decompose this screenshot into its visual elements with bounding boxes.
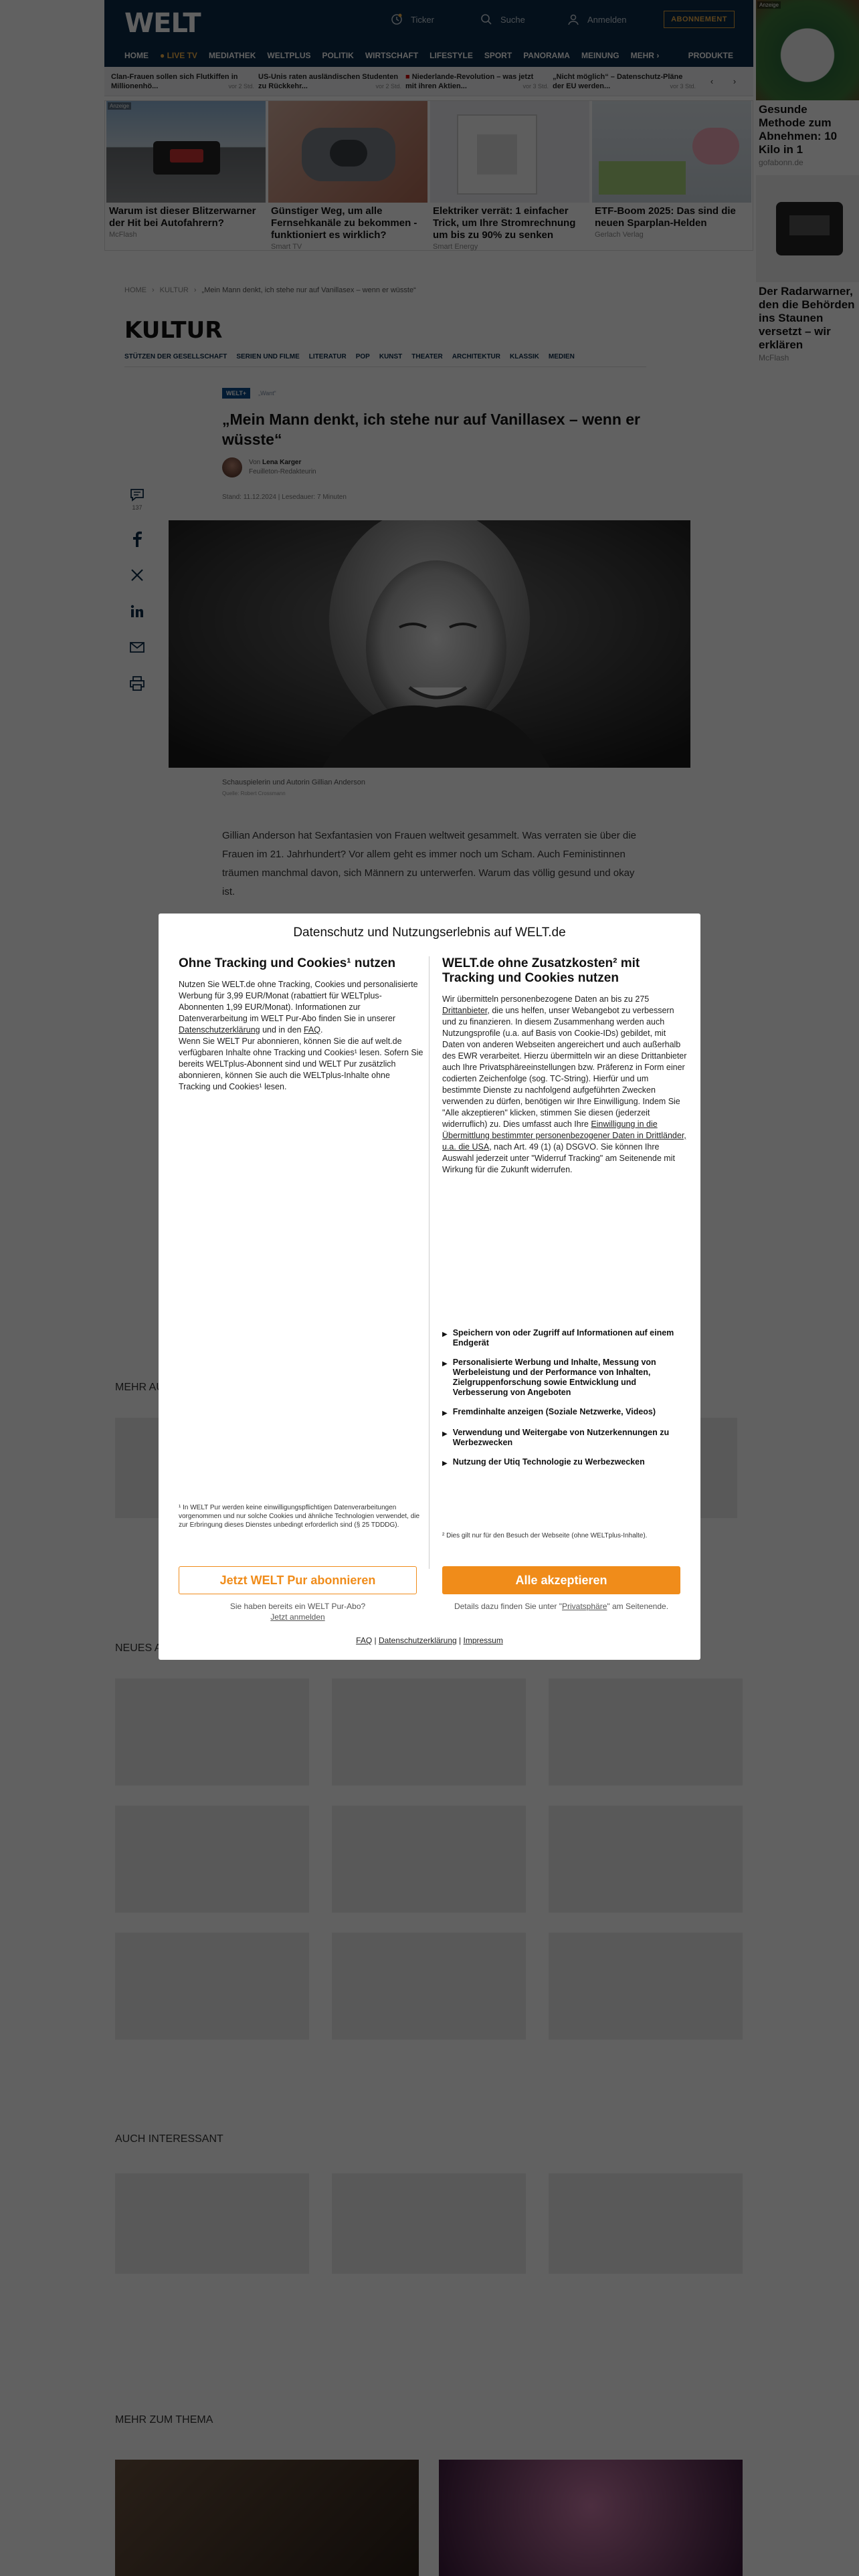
accept-all-button[interactable]: Alle akzeptieren (442, 1566, 680, 1594)
vendors-link[interactable]: Drittanbieter (442, 1006, 488, 1015)
faq-link[interactable]: FAQ (303, 1025, 320, 1035)
consent-left-column (179, 956, 423, 1093)
purpose-item[interactable] (442, 1457, 687, 1469)
right-text: , nach Art. 49 (1) (a) DSGVO. Sie können Ihre Auswahl jederzeit unter "Widerruf Tracking" am Seitenende mit Wirkung für die Zukunft widerrufen. (442, 1142, 675, 1174)
right-text: Wir übermitteln personenbezogene Daten an bis zu 275 (442, 994, 650, 1004)
existing-abo-text: Sie haben bereits ein WELT Pur-Abo? (229, 1602, 366, 1611)
right-text: , die uns helfen, unser Webangebot zu verbessern und zu finanzieren. In diesem Zusammenhang werden auch Nutzungsprofile (u.a. auf Basis von Cookie-IDs) gebildet, mit Daten von anderen Webseiten angereichert und auch außerhalb des EWR verarbeitet. Hierzu übermitteln wir an diese Drittanbieter auch Ihre Privatsphäreeinstellungen bzw. Präferenz in Form einer codierten Zeichenfolge (sog. TC-String). Hierfür und um bestimmte Dienste zu nachfolgend aufgeführten Zwecken verwenden zu dürfen, benötigen wir Ihre Einwilligung. Indem Sie "Alle akzeptieren" klicken, stimmen Sie diesen (jederzeit widerruflich) zu. Dies umfasst auch Ihre (442, 1006, 687, 1129)
caret-right-icon: ▶ (442, 1430, 448, 1438)
purpose-label: Personalisierte Werbung und Inhalte, Messung von Werbeleistung und der Performance von Inhalten, Zielgruppenforschung sowie Entwicklung und Verbesserung von Angeboten (452, 1358, 656, 1397)
purpose-label: Nutzung der Utiq Technologie zu Werbezwecken (452, 1457, 645, 1467)
third-country-link[interactable]: Einwilligung in die Übermittlung bestimmter personenbezogener Daten in Drittländer, u.a. die USA (442, 1119, 686, 1152)
subscribe-welt-pur-button[interactable]: Jetzt WELT Pur abonnieren (179, 1566, 417, 1594)
purpose-item[interactable] (442, 1328, 687, 1348)
caret-right-icon: ▶ (442, 1460, 448, 1467)
footer-privacy-link[interactable]: Datenschutzerklärung (378, 1636, 457, 1645)
right-heading: WELT.de ohne Zusatzkosten² mit Tracking und Cookies nutzen (442, 956, 640, 985)
left-footnote: ¹ In WELT Pur werden keine einwilligungspflichtigen Datenverarbeitungen vorgenommen und nur solche Cookies und ähnliche Technologien verwendet, die zur Erbringung dieses Dienstes unbedingt erforderlich sind (§ 25 TDDDG). (179, 1504, 420, 1529)
details-text: " am Seitenende. (607, 1602, 669, 1611)
caret-right-icon: ▶ (442, 1331, 448, 1338)
privacy-link[interactable]: Datenschutzerklärung (179, 1025, 260, 1035)
left-text: und in den (260, 1025, 304, 1035)
login-now-link[interactable]: Jetzt anmelden (270, 1612, 325, 1622)
purpose-label: Fremdinhalte anzeigen (Soziale Netzwerke, Videos) (452, 1407, 656, 1416)
left-paragraph: Nutzen Sie WELT.de ohne Tracking, Cookies und personalisierte Werbung für 3,99 EUR/Monat (rabattiert für WELTplus-Abonnenten 1,99 EUR/Monat). Informationen zur Datenverarbeitung im WELT Pur-Abo finden Sie in unserer Datenschutzerklärung und in den FAQ. (179, 980, 418, 1035)
left-text: Nutzen Sie WELT.de ohne Tracking, Cookies und personalisierte Werbung für 3,99 EUR/Monat (rabattiert für WELTplus-Abonnenten 1,99 EUR/Monat). Informationen zur Datenverarbeitung im WELT Pur-Abo finden Sie in unserer (179, 980, 418, 1023)
privacy-settings-link[interactable]: Privatsphäre (562, 1602, 607, 1611)
purpose-list (442, 1328, 687, 1478)
purpose-label: Verwendung und Weitergabe von Nutzerkennungen zu Werbezwecken (452, 1428, 670, 1447)
caret-right-icon: ▶ (442, 1360, 448, 1368)
existing-abo-note (179, 1601, 417, 1622)
purpose-label: Speichern von oder Zugriff auf Informationen auf einem Endgerät (452, 1328, 674, 1348)
purpose-item[interactable] (442, 1428, 687, 1448)
consent-title: Datenschutz und Nutzungserlebnis auf WELT.de (293, 926, 566, 940)
purpose-item[interactable] (442, 1358, 687, 1398)
details-note (442, 1601, 680, 1612)
right-paragraph (442, 994, 687, 1176)
caret-right-icon: ▶ (442, 1410, 448, 1417)
left-paragraph-2: Wenn Sie WELT Pur abonnieren, können Sie die auf welt.de verfügbaren Inhalte ohne Tracking und Cookies¹ lesen. Sofern Sie bereits WELTplus-Abonnent sind und WELT Pur zusätzlich abonnieren, können Sie auch die WELTplus-Inhalte ohne Tracking und Cookies¹ lesen. (179, 1037, 423, 1091)
footer-faq-link[interactable]: FAQ (356, 1636, 373, 1645)
consent-footer-links: FAQ | Datenschutzerklärung | Impressum (356, 1636, 503, 1645)
right-footnote: ² Dies gilt nur für den Besuch der Webseite (ohne WELTplus-Inhalte). (442, 1532, 648, 1539)
purpose-item[interactable] (442, 1407, 687, 1418)
left-heading: Ohne Tracking und Cookies¹ nutzen (179, 956, 396, 970)
divider (429, 956, 430, 1569)
footer-imprint-link[interactable]: Impressum (463, 1636, 503, 1645)
consent-right-column (442, 956, 687, 1176)
details-text: Details dazu finden Sie unter " (454, 1602, 562, 1611)
consent-dialog (159, 914, 700, 1660)
